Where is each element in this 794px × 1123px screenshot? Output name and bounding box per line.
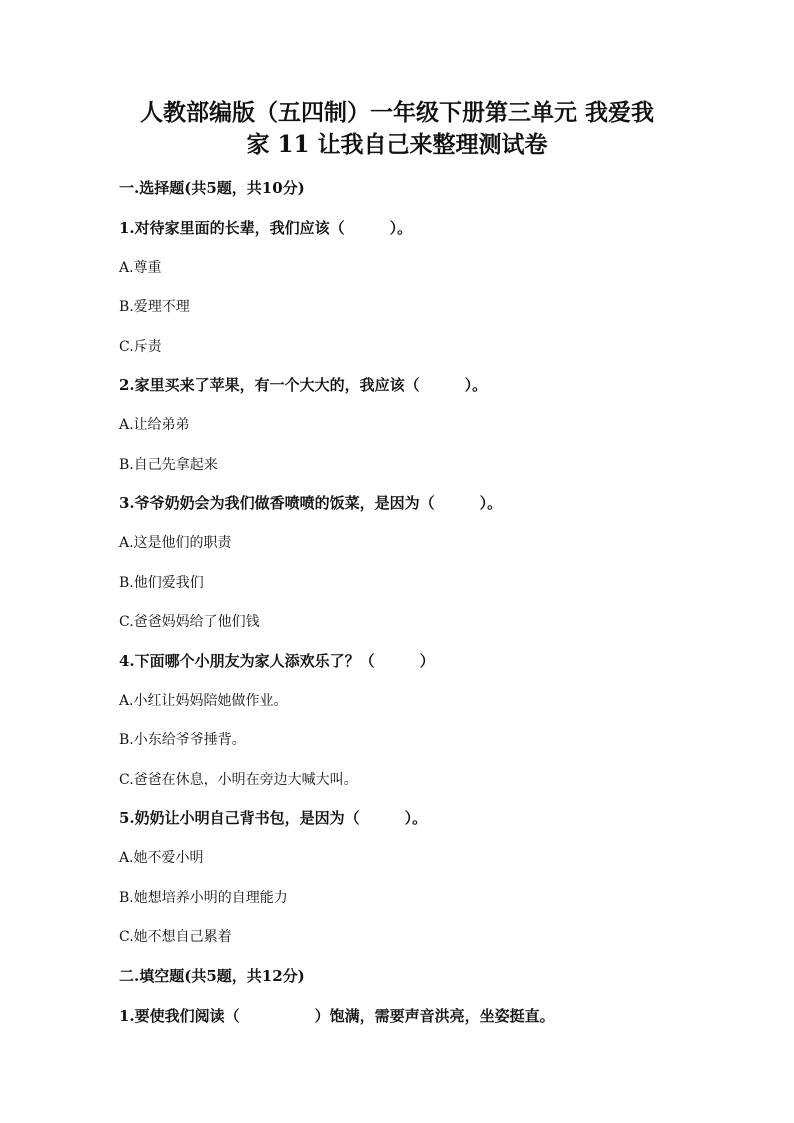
question-3-option-a: A.这是他们的职责	[119, 535, 232, 551]
question-4-option-c: C.爸爸在休息，小明在旁边大喊大叫。	[119, 772, 358, 788]
question-1-stem: 1.对待家里面的长辈，我们应该（ ）。	[119, 219, 413, 237]
question-1-option-b: B.爱理不理	[119, 299, 190, 315]
question-3-option-b: B.他们爱我们	[119, 575, 204, 591]
paper-title-line-1: 人教部编版（五四制）一年级下册第三单元 我爱我	[139, 99, 654, 126]
question-1-option-c: C.斥责	[119, 339, 162, 355]
question-5-stem: 5.奶奶让小明自己背书包，是因为（ ）。	[119, 809, 428, 827]
question-4-option-b: B.小东给爷爷捶背。	[119, 732, 246, 748]
question-4-stem: 4.下面哪个小朋友为家人添欢乐了？（ ）	[119, 652, 435, 670]
question-5-option-c: C.她不想自己累着	[119, 929, 232, 945]
question-2-option-b: B.自己先拿起来	[119, 457, 218, 473]
question-5-option-a: A.她不爱小明	[119, 850, 204, 866]
section-heading-fill-in-blank: 二.填空题(共5题，共12分)	[119, 967, 305, 985]
question-5-option-b: B.她想培养小明的自理能力	[119, 890, 288, 906]
paper-title-line-2: 家 11 让我自己来整理测试卷	[246, 131, 548, 158]
question-3-stem: 3.爷爷奶奶会为我们做香喷喷的饭菜，是因为（ ）。	[119, 494, 503, 512]
question-4-option-a: A.小红让妈妈陪她做作业。	[119, 693, 288, 709]
question-1-option-a: A.尊重	[119, 260, 162, 276]
question-3-option-c: C.爸爸妈妈给了他们钱	[119, 614, 260, 630]
fill-question-1-stem: 1.要使我们阅读（ ）饱满，需要声音洪亮，坐姿挺直。	[119, 1007, 555, 1025]
question-2-stem: 2.家里买来了苹果，有一个大大的，我应该（ ）。	[119, 376, 488, 394]
section-heading-multiple-choice: 一.选择题(共5题，共10分)	[119, 179, 305, 197]
question-2-option-a: A.让给弟弟	[119, 417, 190, 433]
